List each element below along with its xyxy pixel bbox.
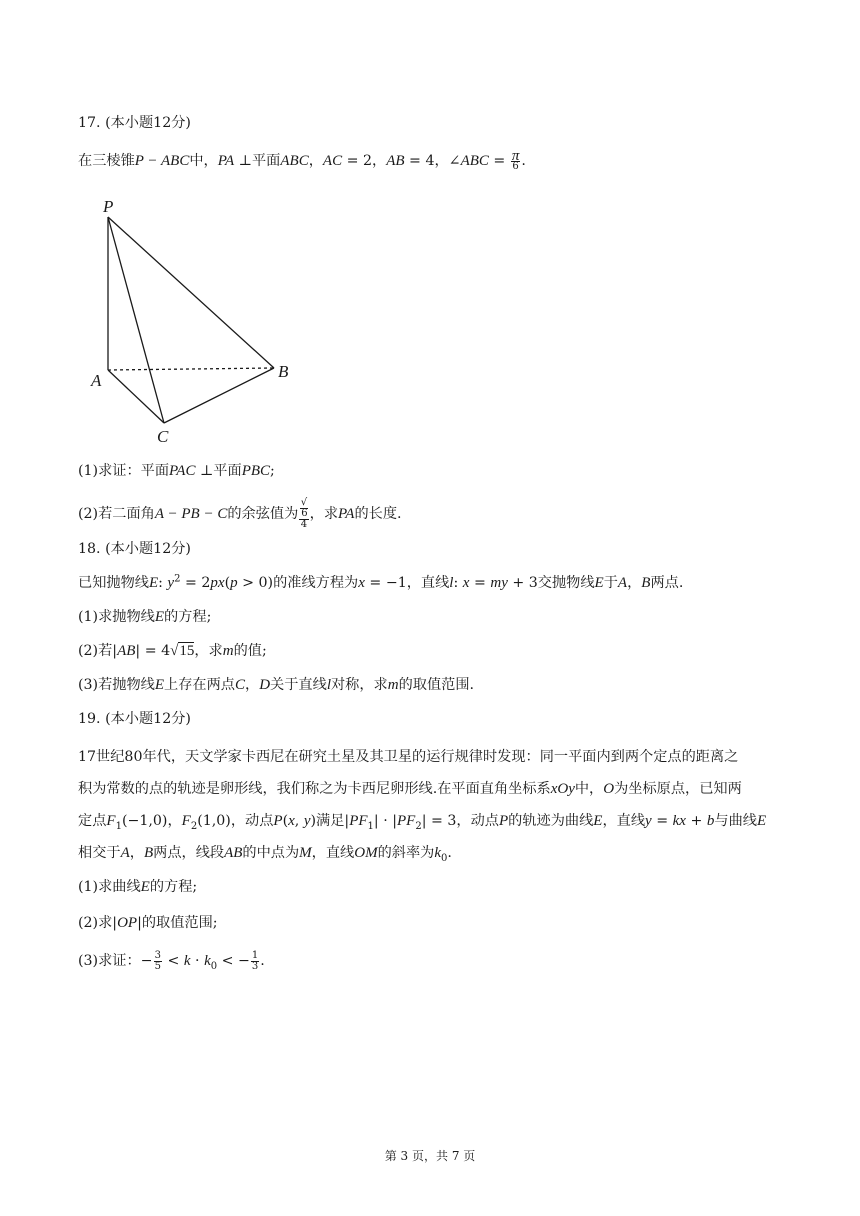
q18-header: 18. (本小题12分) [78,541,191,557]
q18-part2: (2)若|AB| = 4√15，求m的值; [78,643,267,659]
label-P: P [103,197,114,216]
label-A: A [91,371,102,390]
edge-AB-hidden [108,368,274,370]
q18-part3: (3)若抛物线E上存在两点C，D关于直线l对称，求m的取值范围. [78,677,475,693]
q17-header: 17. (本小题12分) [78,115,191,131]
q19-line3: 定点$F_1(-1,0)$，$F_2(1,0)$，动点P(x, y)满足$|PF_1| \cdot |PF_2| = 3$，动点P的轨迹为曲线E，直线y = kx + b与曲线E [78,813,767,832]
pyramid-figure [88,190,303,450]
fraction-3-over-5: $\frac{3}{5}$ [154,949,161,972]
fraction-pi-over-6: $\frac{\pi}{6}$ [511,147,520,172]
q17-part1: (1)求证：平面PAC ⊥平面PBC; [78,463,275,479]
q19-header: 19. (本小题12分) [78,711,191,727]
q19-part2: (2)求|OP|的取值范围; [78,915,218,931]
fraction-sqrt6-over-4: √ 6 4 [300,497,308,530]
edge-PB [108,217,274,368]
edge-CB [164,368,274,423]
q18-part1: (1)求抛物线E的方程; [78,609,212,625]
q17-premise: 在三棱锥P − ABC中，PA ⊥平面ABC，AC = 2，AB = 4，∠ABC = $\frac{\pi}{6}$ . [78,147,526,172]
q18-premise: 已知抛物线E: $y^2 = 2px(p > 0)$的准线方程为x = −1，直线l: x = my + 3交抛物线E于A，B两点. [78,573,684,591]
edge-AC [108,370,164,423]
q19-part3: (3)求证：− $\frac{3}{5}$ < $k \cdot k_0$ < − $\frac{1}{3}$ . [78,949,265,972]
q17-part2: (2)若二面角A − PB − C的余弦值为 √ 6 4 ，求PA的长度. [78,497,402,530]
q19-line1: 17世纪80年代，天文学家卡西尼在研究土星及其卫星的运行规律时发现：同一平面内到两个定点的距离之 [78,749,739,765]
q19-part1: (1)求曲线E的方程; [78,879,198,895]
q19-line2: 积为常数的点的轨迹是卵形线，我们称之为卡西尼卵形线.在平面直角坐标系xOy中，O为坐标原点，已知两 [78,781,742,797]
label-B: B [278,362,289,381]
page-footer: 第 3 页，共 7 页 [384,1149,476,1163]
edge-PC [108,217,164,423]
q19-line4: 相交于A，B两点，线段AB的中点为M，直线OM的斜率为$k_0$. [78,845,452,864]
fraction-1-over-3: $\frac{1}{3}$ [251,949,259,972]
label-C: C [157,427,169,446]
